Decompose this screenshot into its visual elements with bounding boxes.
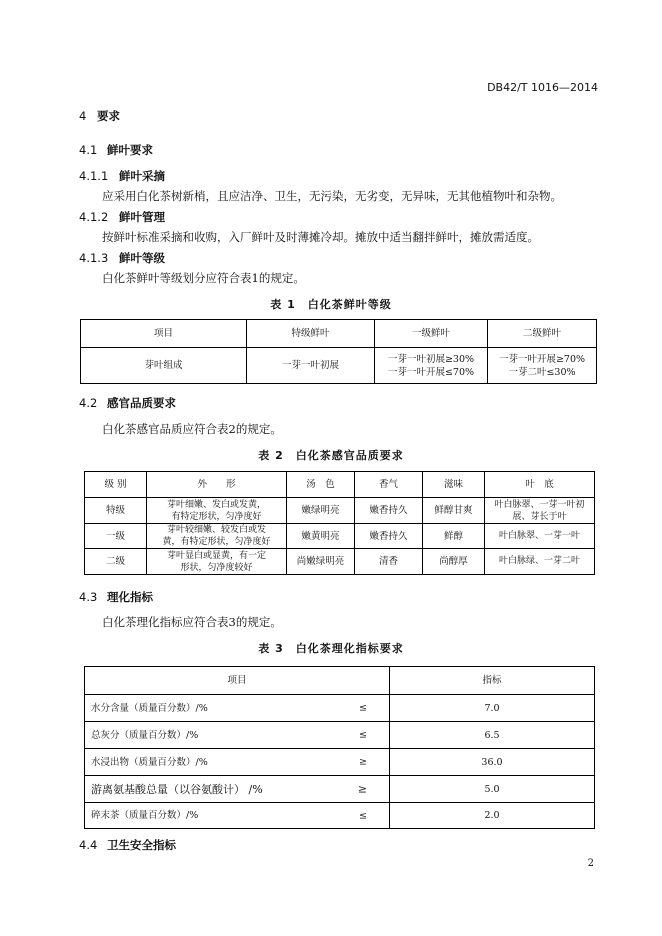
cell-aroma: 清香 (355, 549, 423, 575)
cell-line: 芽叶细嫩、发白或发黄， (166, 499, 266, 510)
table-row (85, 776, 595, 803)
header-cell: 二级鲜叶 (488, 320, 597, 348)
comparison-operator: ≤ (359, 729, 367, 741)
table-row (85, 722, 595, 749)
table-row (85, 498, 595, 524)
header-cell: 级 别 (85, 472, 147, 498)
comparison-operator: ≥ (359, 756, 367, 768)
comparison-operator: ≥ (357, 782, 367, 796)
header-cell: 叶 底 (485, 472, 595, 498)
table-row (85, 524, 595, 549)
cell-grade: 一级 (85, 524, 147, 549)
cell-taste: 尚醇厚 (423, 549, 485, 575)
cell-leaf (485, 524, 595, 549)
table-row (85, 749, 595, 776)
section-4-1-1-text: 应采用白化茶树新梢，且应洁净、卫生，无污染，无劣变，无异味，无其他植物叶和杂物。 (102, 189, 562, 203)
cell-shape (147, 549, 287, 575)
section-title: 理化指标 (107, 590, 153, 604)
section-number: 4.1.3 (79, 251, 109, 265)
cell-liquor: 尚嫩绿明亮 (287, 549, 355, 575)
section-title: 感官品质要求 (107, 396, 176, 410)
cell-item (85, 695, 390, 722)
cell-value: 5.0 (390, 776, 595, 803)
item-name: 游离氨基酸总量（以谷氨酸计） /% (91, 782, 263, 796)
cell-line: 芽叶显白或显黄，有一定 (166, 550, 266, 561)
section-number: 4 (79, 109, 87, 123)
section-4-4-heading (79, 837, 176, 853)
header-cell: 一级鲜叶 (375, 320, 488, 348)
section-4-3-heading (79, 589, 153, 605)
cell-line: 有特定形状，匀净度好 (171, 511, 262, 522)
cell-item: 芽叶组成 (81, 348, 247, 384)
cell-grade1 (375, 348, 488, 384)
section-title: 鲜叶等级 (119, 251, 165, 265)
cell-value: 2.0 (390, 803, 595, 829)
cell-item (85, 776, 390, 803)
section-number: 4.3 (79, 590, 98, 604)
table-row (85, 803, 595, 829)
item-name: 水分含量（质量百分数）/% (91, 702, 208, 714)
header-cell: 香气 (355, 472, 423, 498)
section-title: 鲜叶采摘 (119, 169, 165, 183)
cell-aroma: 嫩香持久 (355, 524, 423, 549)
cell-item (85, 803, 390, 829)
section-4-1-2-text: 按鲜叶标准采摘和收购，入厂鲜叶及时薄摊冷却。摊放中适当翻拌鲜叶，摊放需适度。 (102, 230, 539, 244)
item-name: 碎末茶（质量百分数）/% (91, 810, 199, 821)
standard-id: DB42/T 1016—2014 (487, 81, 598, 94)
table-2 (84, 471, 595, 575)
section-title: 鲜叶要求 (107, 143, 153, 157)
header-cell: 项目 (85, 667, 390, 695)
cell-leaf (485, 549, 595, 575)
cell-shape (147, 524, 287, 549)
cell-line: 叶白脉翠、一芽一叶 (498, 530, 580, 541)
table-2-caption: 表 2 白化茶感官品质要求 (258, 449, 404, 462)
cell-line: 一芽一叶初展≥30% (387, 353, 475, 365)
cell-liquor: 嫩黄明亮 (287, 524, 355, 549)
cell-taste: 鲜醇 (423, 524, 485, 549)
table-1-caption: 表 1 白化茶鲜叶等级 (270, 298, 392, 311)
cell-value: 36.0 (390, 749, 595, 776)
section-4-2-text: 白化茶感官品质应符合表2的规定。 (102, 422, 282, 436)
section-4-3-text: 白化茶理化指标应符合表3的规定。 (102, 615, 282, 629)
cell-grade: 二级 (85, 549, 147, 575)
section-4-2-heading (79, 395, 176, 411)
comparison-operator: ≤ (359, 810, 367, 821)
cell-line: 黄，有特定形状，匀净度好 (162, 537, 271, 547)
table-row (81, 348, 597, 384)
section-4-heading (79, 108, 120, 124)
cell-line: 展、芽长于叶 (512, 511, 567, 522)
cell-line: 一芽一叶开展≥70% (498, 353, 586, 365)
section-4-1-heading (79, 142, 153, 158)
section-4-1-2-heading (79, 209, 165, 225)
cell-line: 形状，匀净度较好 (180, 562, 253, 573)
cell-line: 芽叶较细嫩、较发白或发 (166, 525, 266, 535)
header-cell: 指标 (390, 667, 595, 695)
section-4-1-3-text: 白化茶鲜叶等级划分应符合表1的规定。 (102, 271, 305, 285)
cell-value: 6.5 (390, 722, 595, 749)
header-cell: 汤 色 (287, 472, 355, 498)
section-number: 4.1 (79, 143, 98, 157)
table-header-row (85, 667, 595, 695)
section-title: 卫生安全指标 (107, 838, 176, 852)
table-3-caption: 表 3 白化茶理化指标要求 (258, 642, 404, 655)
cell-leaf (485, 498, 595, 524)
header-cell: 特级鲜叶 (247, 320, 375, 348)
table-row (85, 549, 595, 575)
cell-value: 7.0 (390, 695, 595, 722)
section-number: 4.2 (79, 396, 98, 410)
section-title: 鲜叶管理 (119, 210, 165, 224)
cell-aroma: 嫩香持久 (355, 498, 423, 524)
header-cell: 外 形 (147, 472, 287, 498)
table-3 (84, 666, 595, 829)
page-number: 2 (587, 858, 594, 869)
section-number: 4.1.2 (79, 210, 109, 224)
section-4-1-1-heading (79, 168, 165, 184)
comparison-operator: ≤ (359, 702, 367, 714)
table-row (85, 695, 595, 722)
item-name: 水浸出物（质量百分数）/% (91, 756, 208, 768)
cell-line: 一芽二叶≤30% (508, 366, 576, 378)
cell-item (85, 722, 390, 749)
section-title: 要求 (97, 109, 120, 123)
table-1 (80, 319, 597, 384)
cell-taste: 鲜醇甘爽 (423, 498, 485, 524)
table-header-row (81, 320, 597, 348)
cell-shape (147, 498, 287, 524)
table-header-row (85, 472, 595, 498)
header-cell: 滋味 (423, 472, 485, 498)
section-number: 4.4 (79, 838, 98, 852)
cell-grade2 (488, 348, 597, 384)
cell-item (85, 749, 390, 776)
section-4-1-3-heading (79, 250, 165, 266)
cell-line: 一芽一叶开展≤70% (387, 366, 475, 378)
cell-special: 一芽一叶初展 (247, 348, 375, 384)
header-cell: 项目 (81, 320, 247, 348)
section-number: 4.1.1 (79, 169, 109, 183)
cell-line: 叶白脉绿、一芽二叶 (498, 556, 580, 566)
cell-liquor: 嫩绿明亮 (287, 498, 355, 524)
cell-line: 叶白脉翠、一芽一叶初 (494, 499, 585, 510)
item-name: 总灰分（质量百分数）/% (91, 729, 199, 741)
cell-grade: 特级 (85, 498, 147, 524)
